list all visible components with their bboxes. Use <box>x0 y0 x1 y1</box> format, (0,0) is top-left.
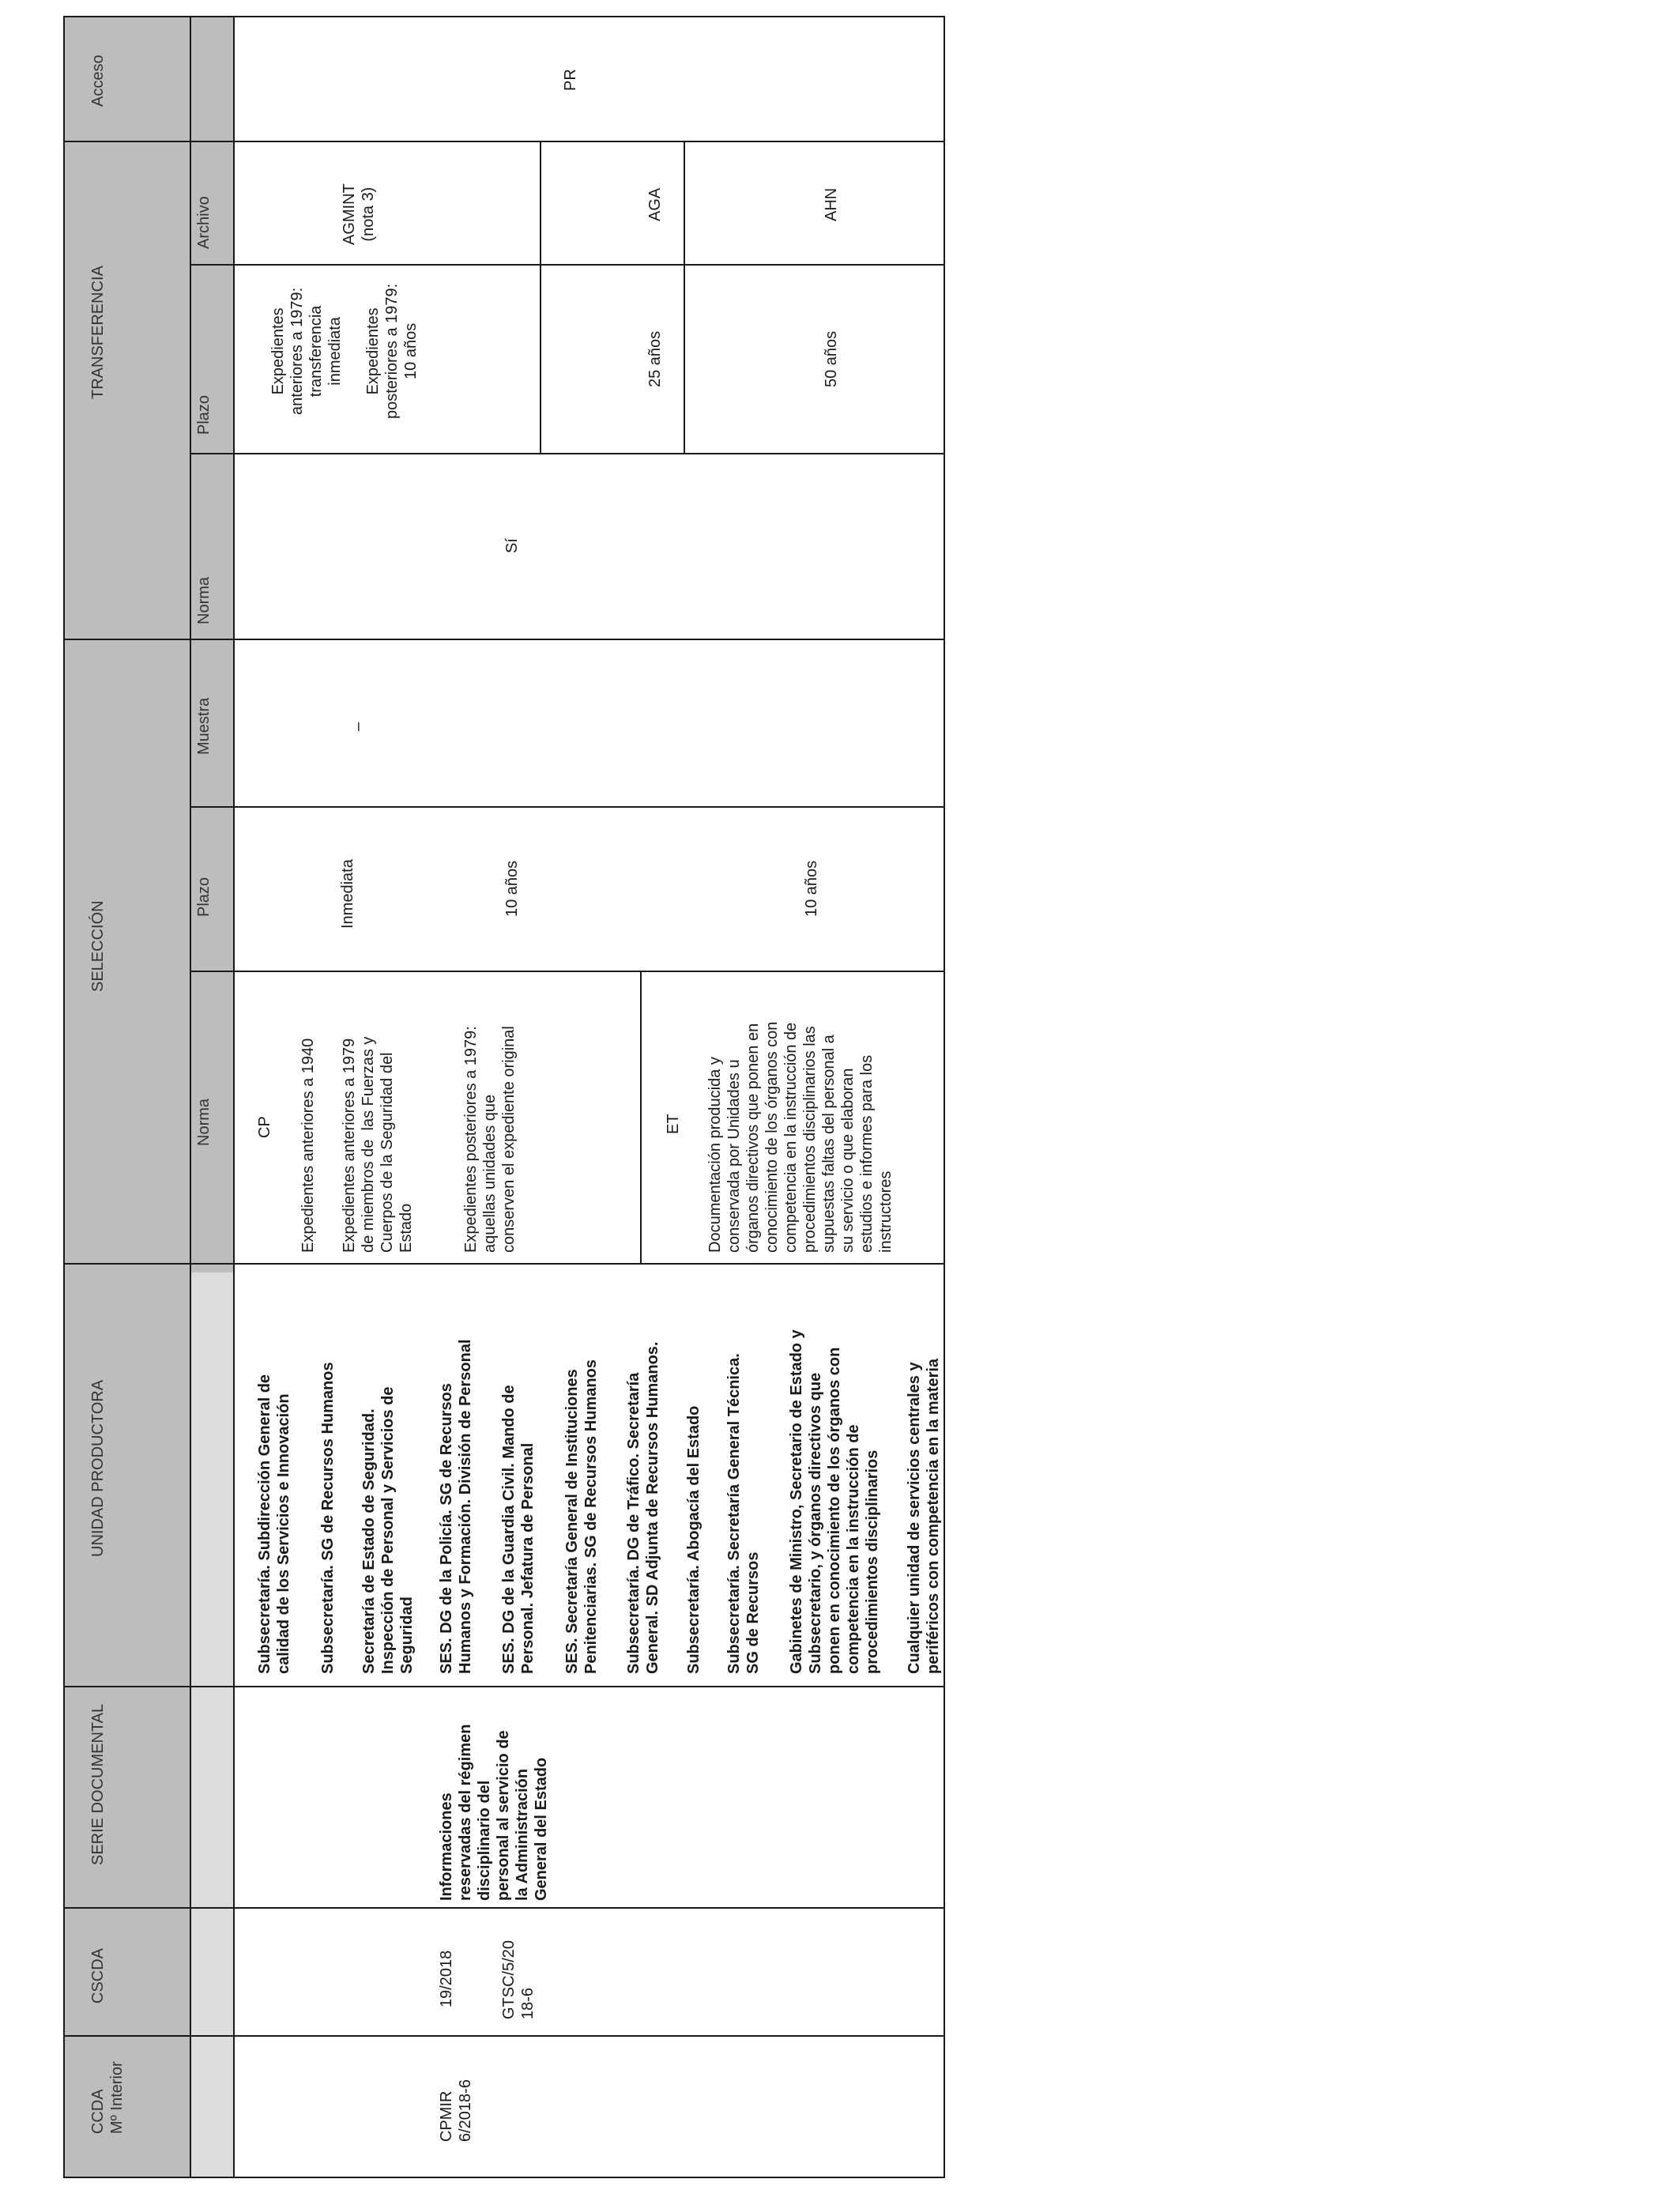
subheader-sel-norma: Norma <box>195 1098 213 1146</box>
unidad-item: Subsecretaría. SG de Recursos Humanos <box>319 1362 337 1674</box>
sel-muestra-value: – <box>349 722 367 731</box>
header-transferencia: TRANSFERENCIA <box>89 266 107 399</box>
sel-norma-cp-2: Expedientes anteriores a 1979 de miembros de las Fuerzas y Cuerpos de la Seguridad del Estado <box>341 1036 415 1253</box>
unidad-item: Subsecretaría. Abogacía del Estado <box>685 1405 703 1674</box>
subheader-sel-muestra: Muestra <box>195 697 213 755</box>
sel-norma-cp-1: Expedientes anteriores a 1940 <box>299 1038 317 1253</box>
unidad-item: Subsecretaría. Secretaría General Técnica. SG de Recursos <box>725 1353 762 1674</box>
subheader-tr-plazo: Plazo <box>195 394 213 435</box>
subheader-tr-archivo: Archivo <box>195 196 213 249</box>
tr-norma-value: Sí <box>503 538 521 553</box>
header-unidad-productora: UNIDAD PRODUCTORA <box>89 1379 107 1557</box>
header-ccda: CCDA Mº Interior <box>89 2061 126 2134</box>
cscda-code: GTSC/5/20 18-6 <box>500 1940 537 2019</box>
serie-documental-text: Informaciones reservadas del régimen disciplinario del personal al servicio de la Administración General del Estado <box>438 1724 550 1901</box>
header-band-dark <box>63 16 190 2178</box>
unidad-item: Subsecretaría. Subdirección General de calidad de los Servicios e Innovación <box>256 1374 292 1674</box>
sel-norma-cp: CP <box>256 1116 273 1138</box>
subheader-sel-plazo: Plazo <box>195 876 213 917</box>
sel-norma-cp-3: Expedientes posteriores a 1979: aquellas unidades que conserven el expediente original <box>462 1026 518 1253</box>
tr-plazo-1: Expedientes anteriores a 1979: transferencia inmediata Expedientes posteriores a 1979: 10 años <box>269 283 420 419</box>
tr-archivo-3: AHN <box>823 187 840 221</box>
unidad-item: Cualquier unidad de servicios centrales y periféricos con competencia en la materia <box>906 1358 942 1674</box>
acceso-value: PR <box>562 69 579 91</box>
unidad-item: SES. DG de la Policía. SG de Recursos Humanos y Formación. División de Personal <box>438 1339 474 1674</box>
ccda-code: CPMIR 6/2018-6 <box>438 2079 474 2142</box>
sel-norma-et: ET <box>665 1114 682 1134</box>
unidad-item: SES. DG de la Guardia Civil. Mando de Personal. Jefatura de Personal <box>500 1385 537 1674</box>
subheader-tr-norma: Norma <box>195 576 213 624</box>
header-serie-documental: SERIE DOCUMENTAL <box>89 1703 107 1865</box>
tr-archivo-2: AGA <box>646 187 664 221</box>
header-seleccion: SELECCIÓN <box>89 900 107 992</box>
sel-plazo-2: 10 años <box>503 860 521 917</box>
unidad-item: Subsecretaría. DG de Tráfico. Secretaría General. SD Adjunta de Recursos Humanos. <box>625 1341 661 1674</box>
header-acceso: Acceso <box>89 55 107 107</box>
tr-archivo-1: AGMINT (nota 3) <box>341 183 377 245</box>
sel-plazo-3: 10 años <box>803 860 820 917</box>
tr-plazo-3: 50 años <box>823 330 840 387</box>
unidad-item: Gabinetes de Ministro, Secretario de Estado y Subsecretario, y órganos directivos que ponen en conocimiento de los órganos con competencia en la instrucción de procedimientos disciplinarios <box>788 1329 881 1674</box>
cscda-number: 19/2018 <box>438 1950 455 2007</box>
sel-plazo-1: Inmediata <box>339 859 356 929</box>
tr-plazo-2: 25 años <box>646 330 664 387</box>
unidad-item: SES. Secretaría General de Instituciones Penitenciarias. SG de Recursos Humanos <box>563 1359 600 1674</box>
header-cscda: CSCDA <box>89 1947 107 2004</box>
sel-norma-et-text: Documentación producida y conservada por Unidades u órganos directivos que ponen en conocimiento de los órganos con competencia en la instrucción de procedimientos disciplinarios las supuestas faltas del personal a su servicio o que elaboran estudios e informes para los instructores <box>706 1021 895 1253</box>
unidad-item: Secretaría de Estado de Seguridad. Inspección de Personal y Servicios de Seguridad <box>360 1386 416 1674</box>
